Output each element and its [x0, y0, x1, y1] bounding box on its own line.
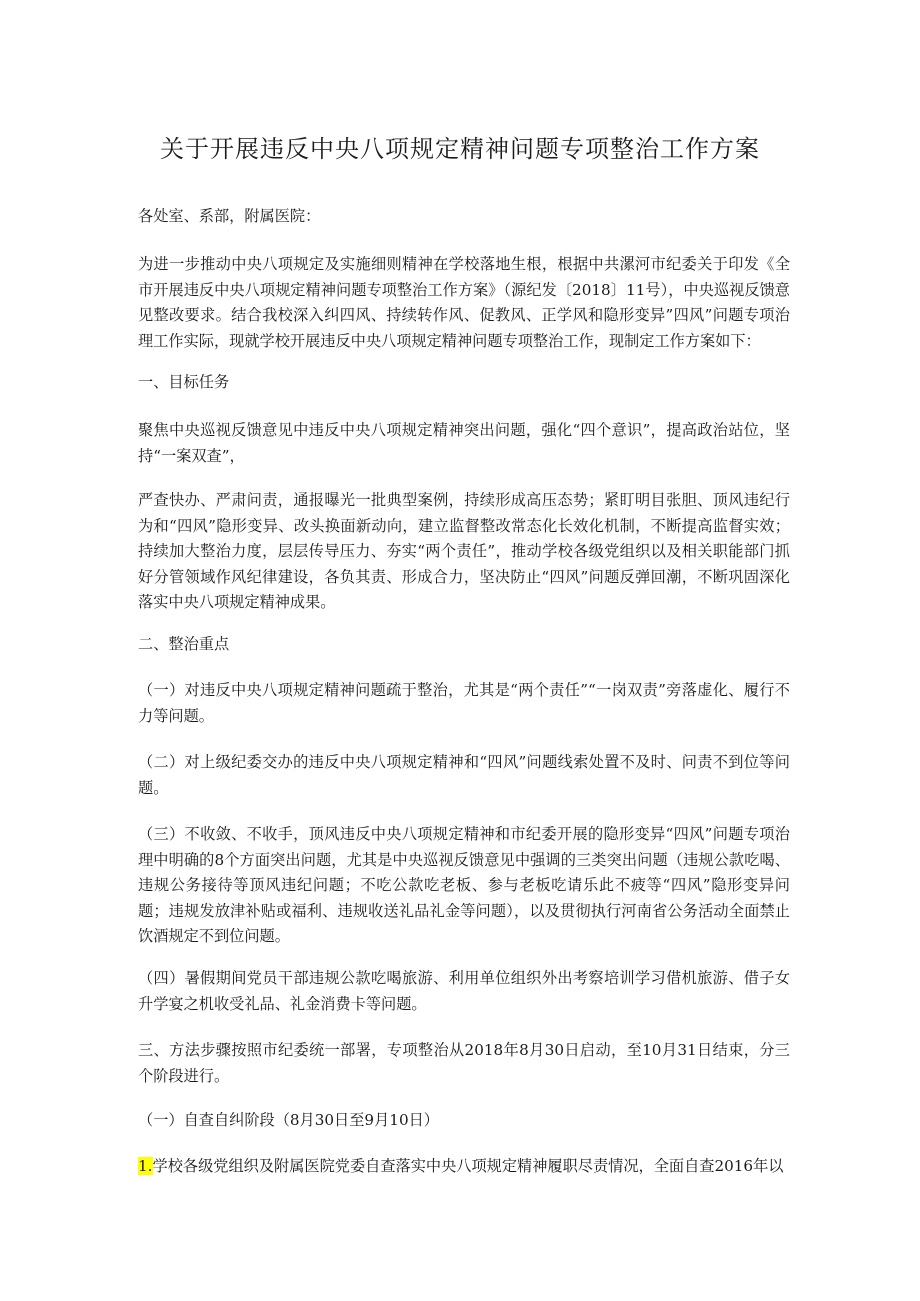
document-title: 关于开展违反中央八项规定精神问题专项整治工作方案	[160, 135, 760, 163]
stage-1-item-1	[138, 1154, 790, 1180]
section-1-heading: 一、目标任务	[138, 373, 230, 391]
stage-1-item-1-text: 学校各级党组织及附属医院党委自查落实中央八项规定精神履职尽责情况，全面自查2016年以	[152, 1157, 784, 1175]
section-2-item-4: （四）暑假期间党员干部违规公款吃喝旅游、利用单位组织外出考察培训学习借机旅游、借子女升学宴之机收受礼品、礼金消费卡等问题。	[138, 969, 790, 1013]
section-3-heading: 三、方法步骤按照市纪委统一部署，专项整治从2018年8月30日启动，至10月31日结束，分三个阶段进行。	[138, 1041, 790, 1085]
section-2-item-3: （三）不收敛、不收手，顶风违反中央八项规定精神和市纪委开展的隐形变异“四风”问题专项治理中明确的8个方面突出问题，尤其是中央巡视反馈意见中强调的三类突出问题（违规公款吃喝、违规公务接待等顶风违纪问题；不吃公款吃老板、参与老板吃请乐此不疲等“四风”隐形变异问题；违规发放津补贴或福利、违规收送礼品礼金等问题），以及贯彻执行河南省公务活动全面禁止饮酒规定不到位问题。	[138, 825, 790, 945]
section-1-paragraph-2: 严查快办、严肃问责，通报曝光一批典型案例，持续形成高压态势；紧盯明目张胆、顶风违纪行为和“四风”隐形变异、改头换面新动向，建立监督整改常态化长效化机制，不断提高监督实效；持续加大整治力度，层层传导压力、夯实“两个责任”，推动学校各级党组织以及相关职能部门抓好分管领域作风纪律建设，各负其责、形成合力，坚决防止“四风”问题反弹回潮，不断巩固深化落实中央八项规定精神成果。	[138, 491, 790, 611]
section-2-item-1: （一）对违反中央八项规定精神问题疏于整治，尤其是“两个责任”“一岗双责”旁落虚化、履行不力等问题。	[138, 681, 790, 725]
stage-1-item-1-number: 1.	[138, 1157, 153, 1175]
intro-paragraph: 为进一步推动中央八项规定及实施细则精神在学校落地生根，根据中共漯河市纪委关于印发《全市开展违反中央八项规定精神问题专项整治工作方案》（源纪发〔2018〕11号），中央巡视反馈意见整改要求。结合我校深入纠四风、持续转作风、促教风、正学风和隐形变异”四风”问题专项治理工作实际，现就学校开展违反中央八项规定精神问题专项整治工作，现制定工作方案如下：	[138, 255, 790, 350]
salutation: 各处室、系部，附属医院：	[138, 207, 321, 225]
section-2-heading: 二、整治重点	[138, 635, 230, 653]
section-1-paragraph-1: 聚焦中央巡视反馈意见中违反中央八项规定精神突出问题，强化“四个意识”，提高政治站位，坚持“一案双查”，	[138, 421, 790, 465]
stage-1-heading: （一）自查自纠阶段（8月30日至9月10日）	[138, 1111, 439, 1129]
section-2-item-2: （二）对上级纪委交办的违反中央八项规定精神和“四风”问题线索处置不及时、问责不到位等问题。	[138, 753, 790, 797]
